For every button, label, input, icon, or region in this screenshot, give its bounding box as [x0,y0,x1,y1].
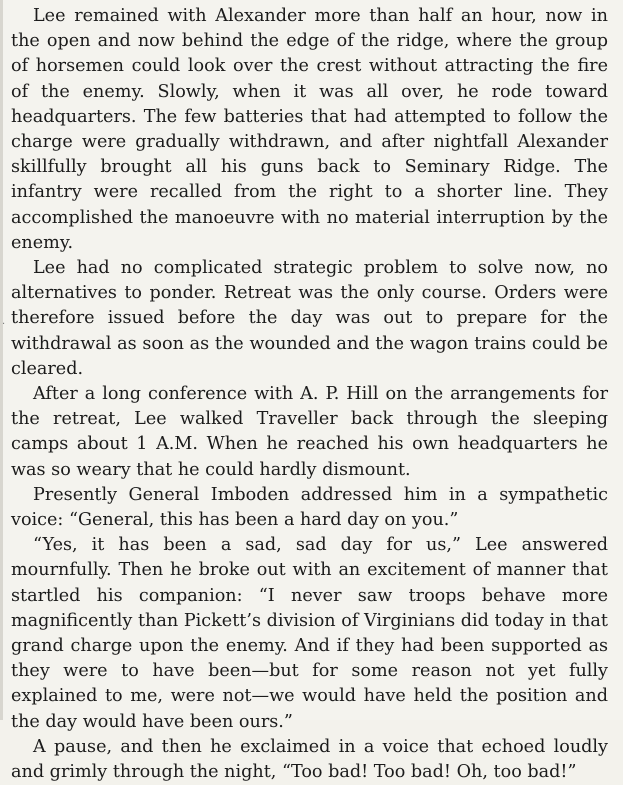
margin-speck: · [2,319,6,330]
paragraph-2: Lee had no complicated strategic problem to solve now, no alternatives to ponder. Retreat was the only course. Orders were therefore issued before the day was out to prepare for the withdrawal as soon as the wounded and the wagon trains could be cleared. [11,258,608,379]
body-text [11,4,608,785]
paragraph-3: After a long conference with A. P. Hill on the arrangements for the retreat, Lee walked Traveller back through the sleeping camps about 1 A.M. When he reached his own headquarters he was so weary that he could hardly dismount. [11,384,608,480]
paragraph-4: Presently General Imboden addressed him in a sympathetic voice: “General, this has been a hard day on you.” [11,484,608,531]
paragraph-6: A pause, and then he exclaimed in a voice that echoed loudly and grimly through the night, “Too bad! Too bad! Oh, too bad!” [11,736,608,783]
paragraph-1: Lee remained with Alexander more than half an hour, now in the open and now behind the edge of the ridge, where the group of horsemen could look over the crest without attracting the fire of the enemy. Slowly, when it was all over, he rode toward headquarters. The few batteries that had attempted to follow the charge were gradually withdrawn, and after nightfall Alexander skillfully brought all his guns back to Seminary Ridge. The infantry were recalled from the right to a shorter line. They accomplished the manoeuvre with no material interruption by the enemy. [11,6,608,253]
paragraph-5: “Yes, it has been a sad, sad day for us,” Lee answered mournfully. Then he broke out with an excitement of manner that startled his companion: “I never saw troops behave more magnificently than Pickett’s division of Virginians did today in that grand charge upon the enemy. And if they had been supported as they were to have been—but for some reason not yet fully explained to me, were not—we would have held the position and the day would have been ours.” [11,535,608,732]
page-edge [0,0,6,720]
